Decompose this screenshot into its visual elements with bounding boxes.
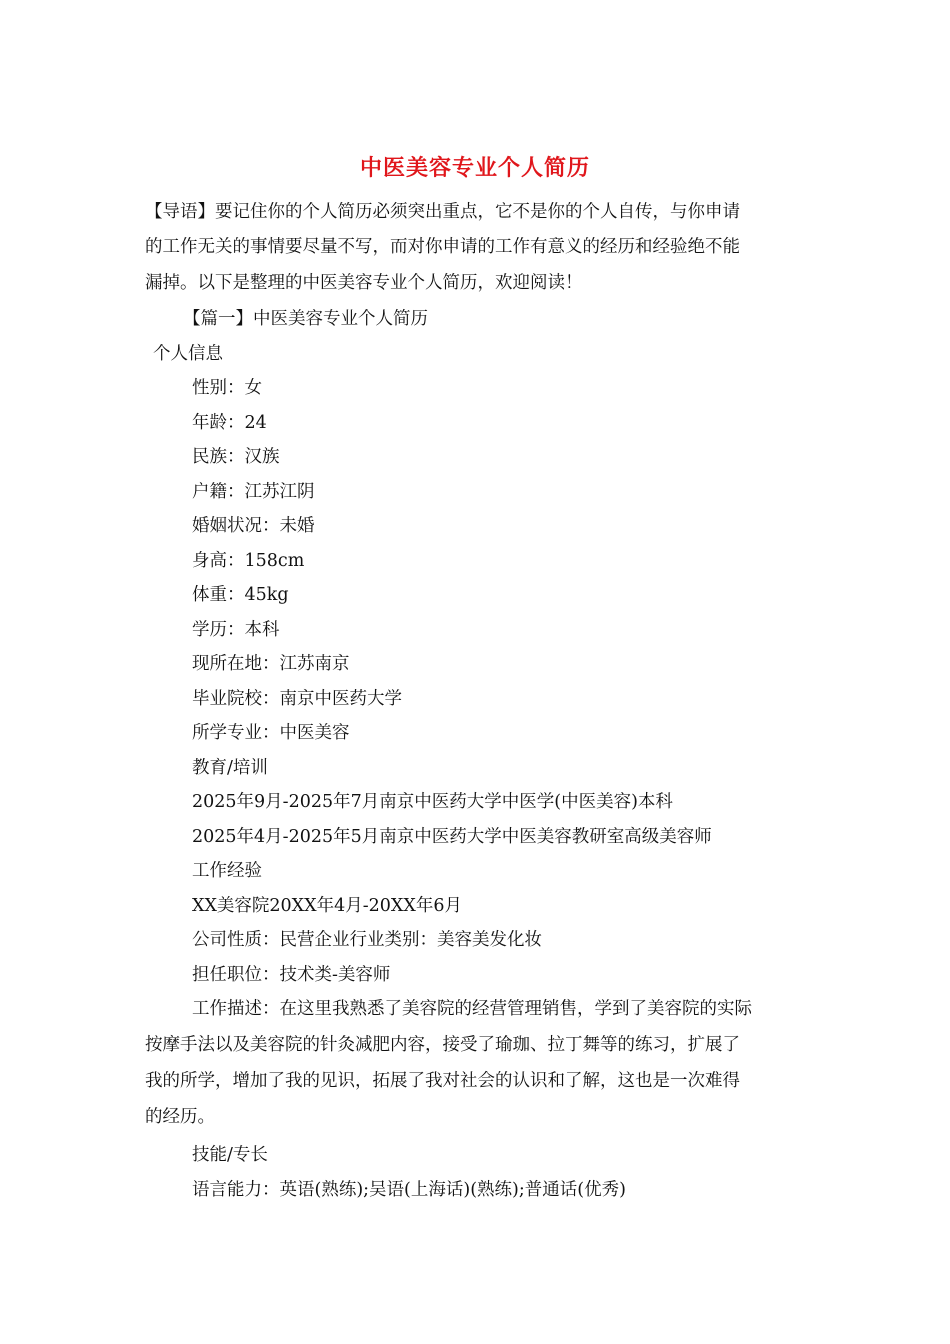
work-nature: 公司性质：民营企业行业类别：美容美发化妆: [192, 930, 542, 950]
intro-line: 漏掉。以下是整理的中医美容专业个人简历，欢迎阅读！: [145, 273, 583, 293]
info-height: 身高：158cm: [192, 551, 305, 571]
work-description-line: 按摩手法以及美容院的针灸减肥内容，接受了瑜珈、拉丁舞等的练习，扩展了: [145, 1035, 740, 1055]
work-description-line: 工作描述：在这里我熟悉了美容院的经营管理销售，学到了美容院的实际: [192, 999, 752, 1019]
info-major: 所学专业：中医美容: [192, 723, 350, 743]
work-position: 担任职位：技术类-美容师: [192, 965, 391, 985]
personal-info-heading: 个人信息: [153, 344, 223, 364]
document-title: 中医美容专业个人简历: [359, 155, 590, 181]
intro-line: 的工作无关的事情要尽量不写，而对你申请的工作有意义的经历和经验绝不能: [145, 237, 740, 257]
info-marital-status: 婚姻状况：未婚: [192, 516, 315, 536]
info-weight: 体重：45kg: [192, 585, 289, 605]
info-ethnicity: 民族：汉族: [192, 447, 280, 467]
education-heading: 教育/培训: [192, 758, 268, 778]
info-school: 毕业院校：南京中医药大学: [192, 689, 402, 709]
skills-language: 语言能力：英语(熟练);吴语(上海话)(熟练);普通话(优秀): [192, 1180, 626, 1200]
intro-line: 【导语】要记住你的个人简历必须突出重点，它不是你的个人自传，与你申请: [145, 202, 740, 222]
info-gender: 性别：女: [192, 378, 262, 398]
section-title: 【篇一】中医美容专业个人简历: [183, 309, 428, 329]
info-degree: 学历：本科: [192, 620, 280, 640]
education-item: 2025年4月-2025年5月南京中医药大学中医美容教研室高级美容师: [192, 827, 712, 847]
info-hukou: 户籍：江苏江阴: [192, 482, 315, 502]
work-heading: 工作经验: [192, 861, 262, 881]
info-age: 年龄：24: [192, 413, 267, 433]
education-item: 2025年9月-2025年7月南京中医药大学中医学(中医美容)本科: [192, 792, 673, 812]
work-company: XX美容院20XX年4月-20XX年6月: [192, 896, 462, 916]
work-description-line: 我的所学，增加了我的见识，拓展了我对社会的认识和了解，这也是一次难得: [145, 1071, 740, 1091]
info-location: 现所在地：江苏南京: [192, 654, 350, 674]
work-description-line: 的经历。: [145, 1107, 215, 1127]
skills-heading: 技能/专长: [192, 1145, 268, 1165]
